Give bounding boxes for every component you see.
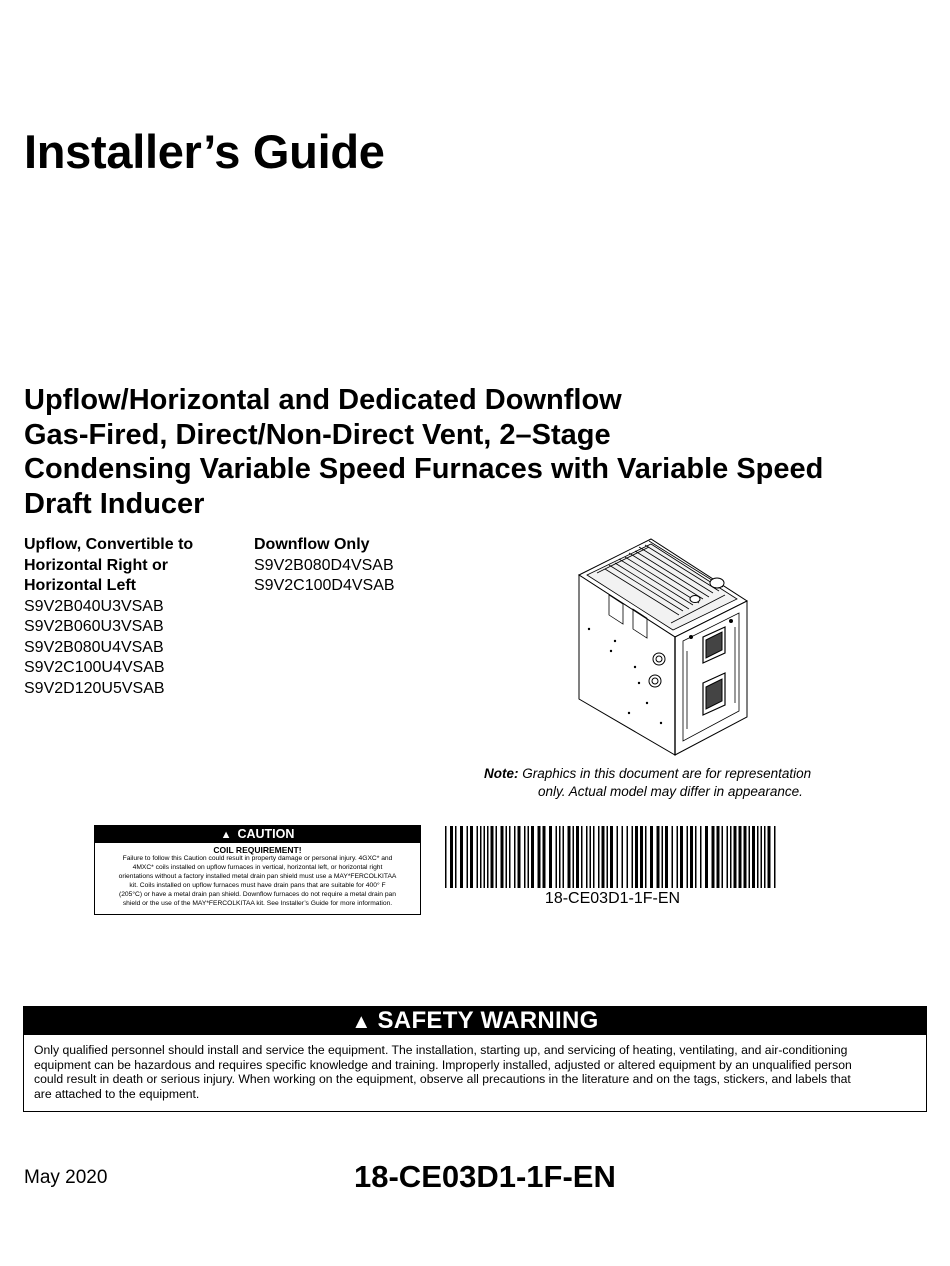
barcode-bar	[695, 826, 697, 888]
barcode-bar	[645, 826, 647, 888]
subtitle-line: Upflow/Horizontal and Dedicated Downflow	[24, 384, 622, 416]
upflow-models-list	[24, 535, 193, 699]
barcode-bar	[524, 826, 526, 888]
barcode-bar	[581, 826, 583, 888]
barcode-bar	[757, 826, 759, 888]
barcode-bar	[617, 826, 619, 888]
upflow-heading: Horizontal Right or	[24, 556, 168, 574]
barcode-bar	[477, 826, 479, 888]
furnace-illustration	[575, 533, 751, 761]
barcode-bar	[467, 826, 469, 888]
barcode-bar	[610, 826, 613, 888]
barcode-bar	[549, 826, 552, 888]
barcode-bar	[590, 826, 592, 888]
barcode-bar	[764, 826, 766, 888]
barcode-bar	[700, 826, 702, 888]
note-text: Graphics in this document are for representation	[518, 766, 812, 781]
model-number: S9V2C100U4VSAB	[24, 659, 165, 676]
safety-warning-header	[24, 1007, 926, 1035]
barcode-bar	[568, 826, 571, 888]
barcode-bar	[576, 826, 579, 888]
barcode-bar	[677, 826, 679, 888]
publication-date: May 2020	[24, 1167, 108, 1188]
barcode-bar	[657, 826, 660, 888]
barcode-bar	[445, 826, 447, 888]
barcode-bar	[598, 826, 600, 888]
barcode-bar	[455, 826, 457, 888]
barcode-bar	[487, 826, 489, 888]
document-number: 18-CE03D1-1F-EN	[354, 1159, 616, 1194]
barcode-bar	[543, 826, 546, 888]
barcode	[445, 826, 780, 888]
barcode-bar	[538, 826, 541, 888]
barcode-bar	[730, 826, 732, 888]
barcode-bar	[650, 826, 653, 888]
product-description	[24, 383, 924, 521]
barcode-bar	[687, 826, 689, 888]
safety-line: are attached to the equipment.	[34, 1086, 200, 1101]
barcode-bar	[491, 826, 494, 888]
model-number: S9V2D120U5VSAB	[24, 679, 165, 697]
note-text: only. Actual model may differ in appearance.	[538, 784, 803, 799]
barcode-bar	[662, 826, 664, 888]
warning-triangle-icon: ▲	[351, 1011, 372, 1033]
subtitle-line: Draft Inducer	[24, 487, 205, 520]
barcode-bar	[774, 826, 776, 888]
barcode-bar	[680, 826, 683, 888]
barcode-bar	[586, 826, 588, 888]
barcode-bar	[460, 826, 463, 888]
model-number: S9V2B040U3VSAB	[24, 597, 164, 615]
caution-header	[95, 826, 420, 843]
model-number: S9V2B080D4VSAB	[254, 556, 394, 574]
barcode-bar	[665, 826, 668, 888]
caution-text	[95, 855, 420, 908]
barcode-bar	[480, 826, 482, 888]
barcode-bar	[622, 826, 624, 888]
barcode-bar	[690, 826, 693, 888]
safety-line: Only qualified personnel should install and service the equipment. The installation, starting up, and servicing of heating, ventilating, and air-conditioning	[34, 1043, 848, 1057]
barcode-bar	[749, 826, 751, 888]
barcode-bar	[602, 826, 605, 888]
barcode-bar	[450, 826, 453, 888]
barcode-bar	[672, 826, 674, 888]
subtitle-line: Condensing Variable Speed Furnaces with Variable Speed	[24, 453, 824, 485]
barcode-bar	[632, 826, 634, 888]
downflow-heading: Downflow Only	[254, 536, 370, 553]
barcode-bar	[744, 826, 747, 888]
upflow-heading: Upflow, Convertible to	[24, 536, 194, 553]
barcode-bar	[727, 826, 729, 888]
barcode-bar	[528, 826, 530, 888]
safety-warning-box	[23, 1006, 927, 1112]
note-label: Note:	[484, 766, 519, 781]
upflow-heading: Horizontal Left	[24, 577, 136, 594]
safety-line: equipment can be hazardous and requires specific knowledge and training. Improperly installed, adjusted or altered equipment by an unqualified person	[34, 1057, 852, 1072]
barcode-bar	[573, 826, 575, 888]
barcode-bar	[506, 826, 508, 888]
graphics-note	[440, 765, 886, 801]
barcode-bar	[556, 826, 558, 888]
barcode-text: 18-CE03D1-1F-EN	[544, 890, 681, 907]
caution-title: CAUTION	[237, 827, 295, 841]
model-number: S9V2B080U4VSAB	[24, 638, 164, 656]
barcode-bar	[518, 826, 521, 888]
barcode-bar	[761, 826, 763, 888]
barcode-bar	[734, 826, 737, 888]
caution-line: shield or the use of the MAY*FERCOLKITAA kit. See Installer’s Guide for more information.	[122, 899, 393, 907]
model-number: S9V2B060U3VSAB	[24, 618, 164, 635]
barcode-bar	[768, 826, 771, 888]
barcode-bar	[712, 826, 715, 888]
barcode-bar	[470, 826, 473, 888]
caution-line: Failure to follow this Caution could result in property damage or personal injury. 4GXC* and	[122, 855, 393, 862]
safety-warning-text	[24, 1035, 926, 1101]
model-number: S9V2C100D4VSAB	[254, 577, 395, 594]
barcode-bar	[509, 826, 511, 888]
barcode-bar	[640, 826, 643, 888]
caution-box	[94, 825, 421, 915]
barcode-bar	[705, 826, 708, 888]
barcode-bar	[531, 826, 534, 888]
caution-line: (205°C) or have a metal drain pan shield. Downflow furnaces do not require a metal drain pan	[118, 890, 396, 898]
caution-line: orientations without a factory installed metal drain pan shield must use a MAY*FERCOLKITAA	[118, 872, 397, 880]
caution-subtitle: COIL REQUIREMENT!	[213, 845, 302, 855]
caution-line: kit. Coils installed on upflow furnaces must have drain pans that are suitable for 400° F	[129, 881, 386, 889]
barcode-bar	[627, 826, 629, 888]
safety-line: could result in death or serious injury. When working on the equipment, observe all precautions in the literature and on the tags, stickers, and labels that	[34, 1072, 851, 1087]
barcode-bar	[739, 826, 742, 888]
barcode-bar	[484, 826, 486, 888]
barcode-bar	[722, 826, 724, 888]
document-title: Installer’s Guide	[24, 125, 385, 178]
barcode-bar	[635, 826, 638, 888]
safety-warning-title: SAFETY WARNING	[377, 1007, 599, 1034]
barcode-bar	[607, 826, 609, 888]
barcode-bar	[514, 826, 516, 888]
barcode-bar	[717, 826, 720, 888]
warning-triangle-icon: ▲	[220, 829, 232, 841]
barcode-bar	[559, 826, 561, 888]
barcode-bar	[563, 826, 565, 888]
barcode-bar	[501, 826, 504, 888]
caution-line: 4MXC* coils installed on upflow furnaces in vertical, horizontal left, or horizontal right	[132, 863, 383, 871]
barcode-bar	[752, 826, 755, 888]
barcode-bar	[593, 826, 595, 888]
subtitle-line: Gas-Fired, Direct/Non-Direct Vent, 2–Stage	[24, 418, 611, 451]
downflow-models-list	[254, 535, 395, 597]
barcode-bar	[496, 826, 498, 888]
